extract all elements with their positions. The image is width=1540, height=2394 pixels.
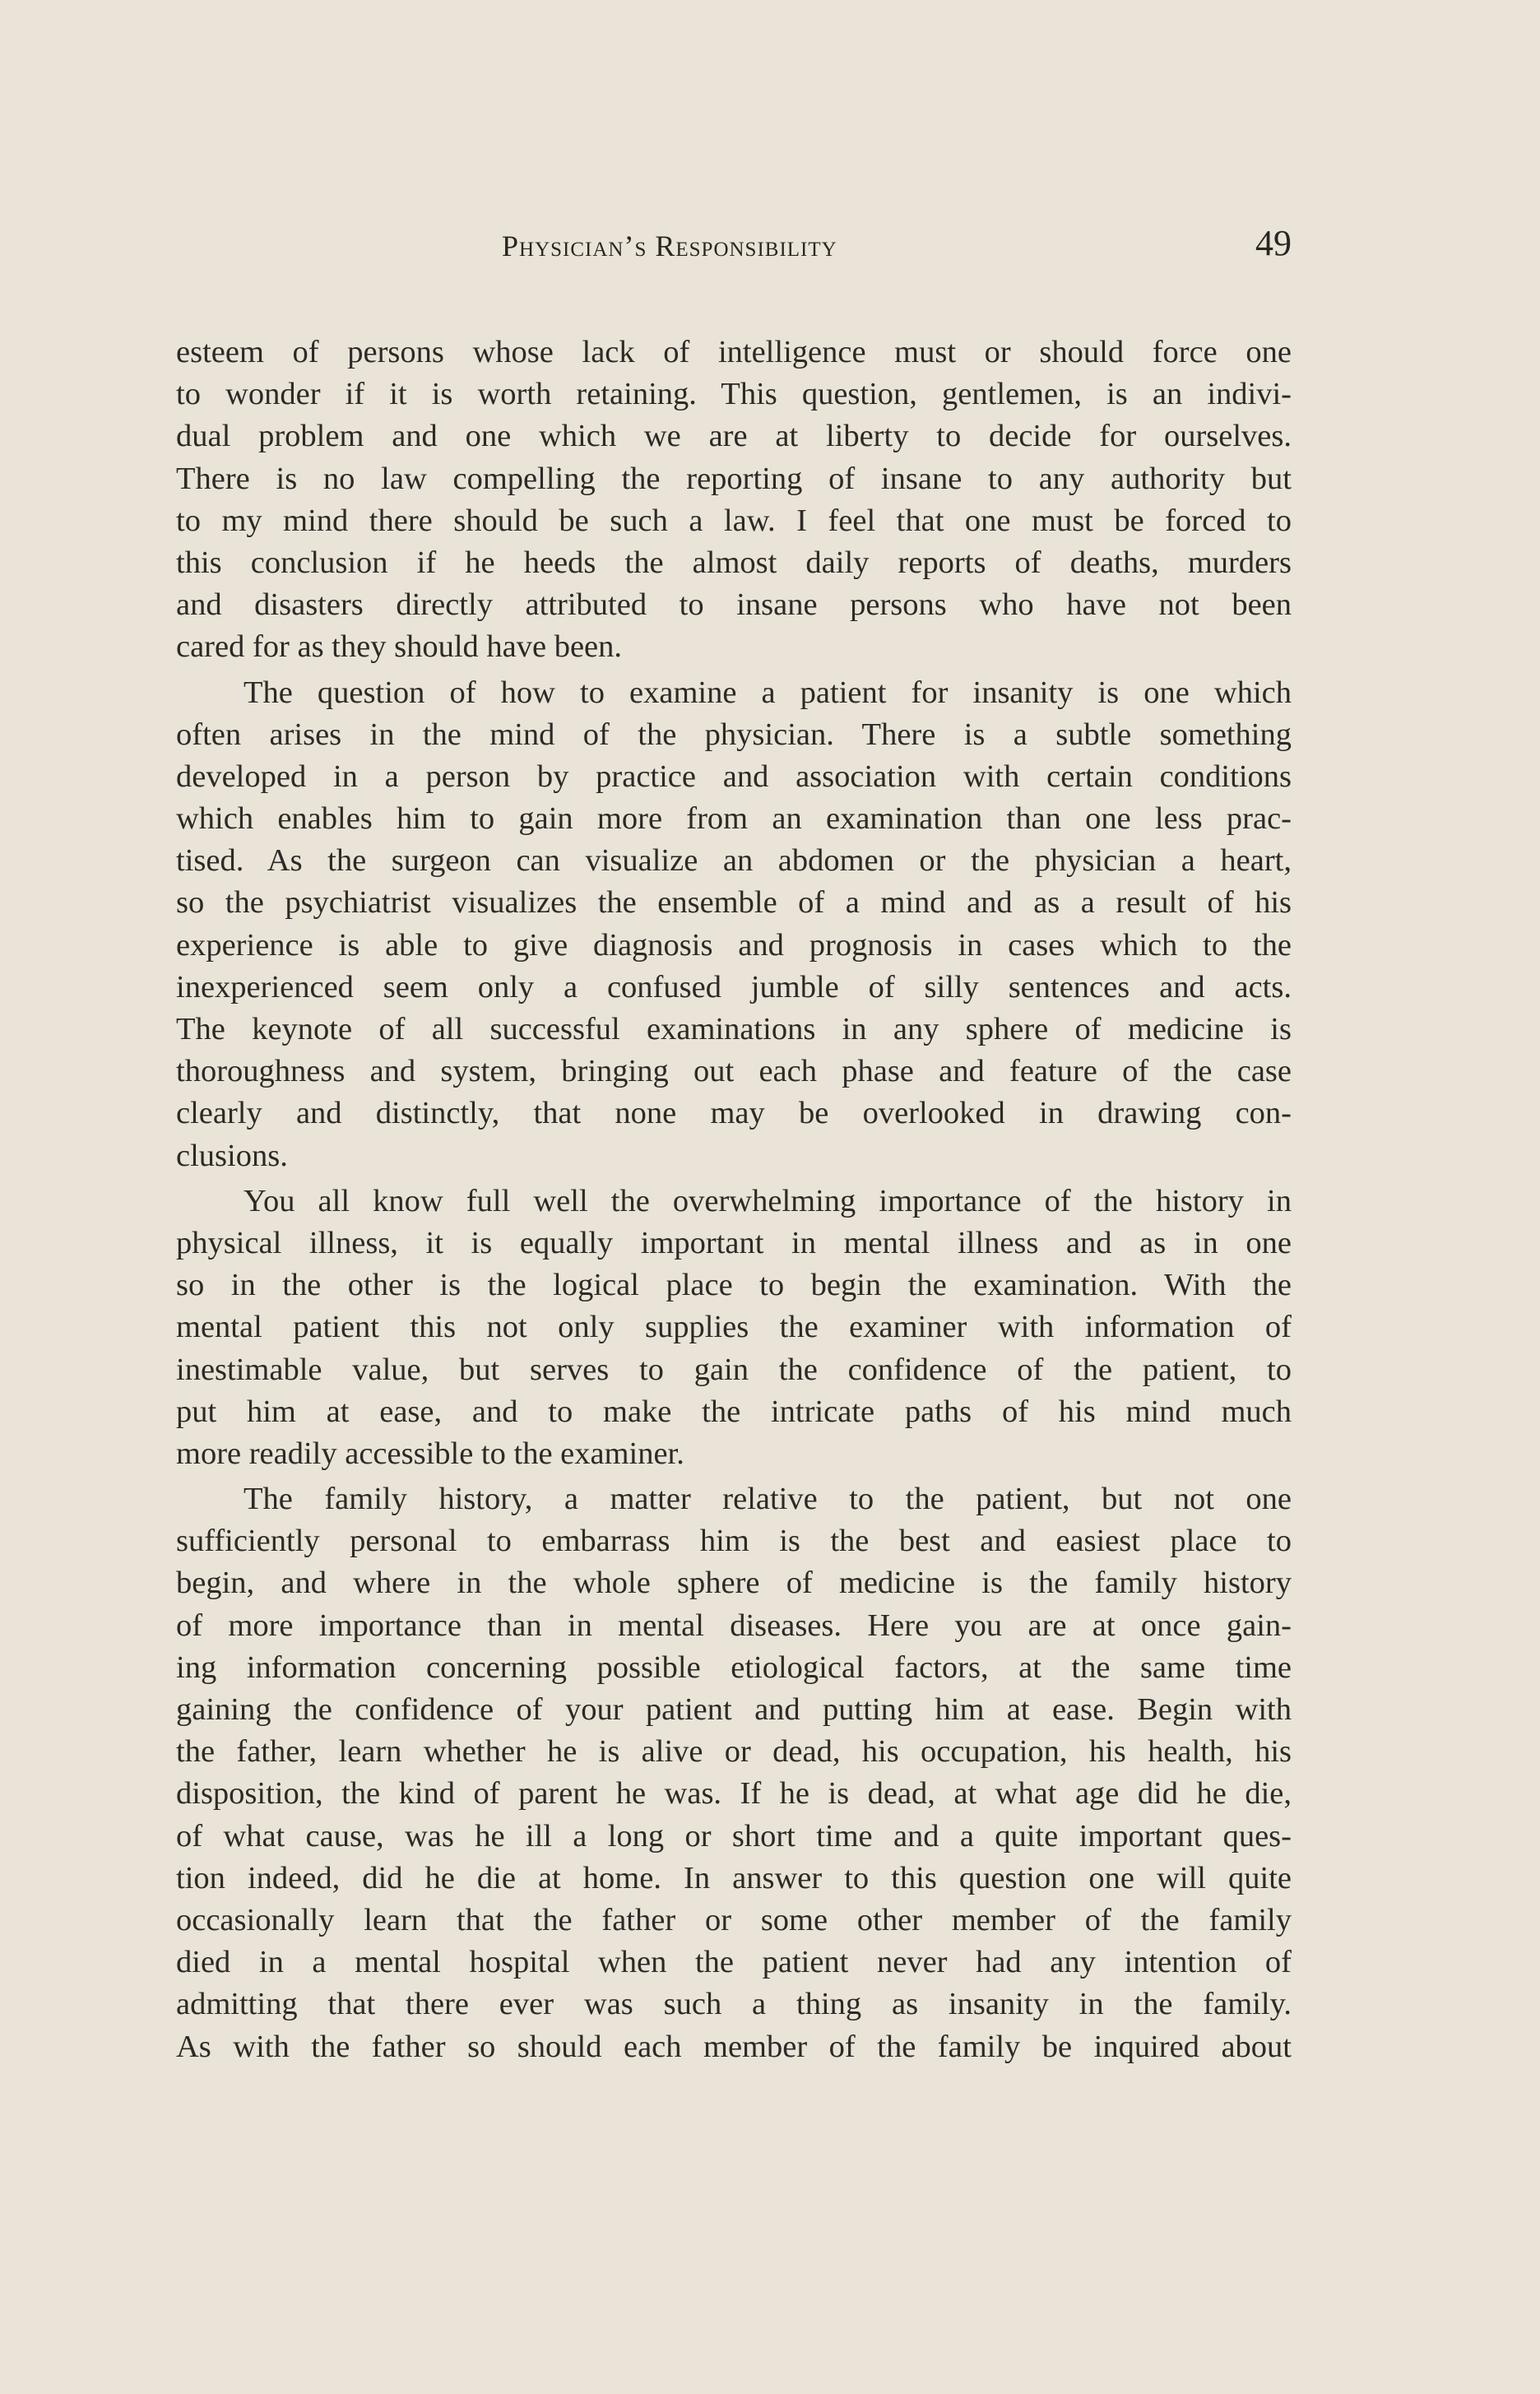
text-line: The family history, a matter relative to the patient, but not one: [244, 1482, 1292, 1517]
text-line: of more importance than in mental diseases. Here you are at once gain-: [176, 1608, 1292, 1643]
text-line: disposition, the kind of parent he was. If he is dead, at what age did he die,: [176, 1776, 1292, 1812]
text-line: and disasters directly attributed to insane persons who have not been: [176, 587, 1292, 623]
text-line: The keynote of all successful examinations in any sphere of medicine is: [176, 1012, 1292, 1046]
text-line: The question of how to examine a patient for insanity is one which: [244, 675, 1292, 710]
text-line: physical illness, it is equally important in mental illness and as in one: [176, 1225, 1292, 1260]
text-line: so the psychiatrist visualizes the ensemble of a mind and as a result of his: [176, 885, 1292, 921]
page-header: [173, 222, 1292, 280]
text-line: tion indeed, did he die at home. In answer to this question one will quite: [176, 1860, 1292, 1895]
text-line: clearly and distinctly, that none may be overlooked in drawing con-: [176, 1096, 1292, 1131]
text-line: more readily accessible to the examiner.: [176, 1436, 684, 1471]
text-line: tised. As the surgeon can visualize an abdomen or the physician a heart,: [176, 843, 1292, 879]
text-line: to wonder if it is worth retaining. This question, gentlemen, is an indivi-: [176, 377, 1292, 412]
text-line: of what cause, was he ill a long or short time and a quite important ques-: [176, 1818, 1292, 1853]
text-line: so in the other is the logical place to begin the examination. With the: [176, 1268, 1292, 1303]
text-line: put him at ease, and to make the intricate paths of his mind much: [176, 1394, 1292, 1429]
text-line: inestimable value, but serves to gain the confidence of the patient, to: [176, 1352, 1292, 1387]
text-line: cared for as they should have been.: [176, 629, 622, 665]
text-line: dual problem and one which we are at liberty to decide for ourselves.: [176, 419, 1292, 454]
text-line: experience is able to give diagnosis and prognosis in cases which to the: [176, 927, 1292, 963]
text-line: thoroughness and system, bringing out each phase and feature of the case: [176, 1054, 1292, 1089]
body-text: [176, 332, 1292, 2068]
text-line: sufficiently personal to embarrass him is the best and easiest place to: [176, 1524, 1292, 1559]
text-line: inexperienced seem only a confused jumble of silly sentences and acts.: [176, 969, 1292, 1004]
text-line: mental patient this not only supplies the examiner with information of: [176, 1310, 1292, 1345]
paragraph: [176, 1181, 1292, 1475]
text-line: often arises in the mind of the physician. There is a subtle something: [176, 717, 1292, 752]
text-line: begin, and where in the whole sphere of medicine is the family history: [176, 1566, 1292, 1601]
text-line: There is no law compelling the reporting of insane to any authority but: [176, 461, 1292, 496]
text-line: to my mind there should be such a law. I feel that one must be forced to: [176, 503, 1292, 538]
text-line: this conclusion if he heeds the almost daily reports of deaths, murders: [176, 545, 1292, 580]
paragraph: [176, 1478, 1292, 2068]
text-line: admitting that there ever was such a thing as insanity in the family.: [176, 1987, 1292, 2022]
text-line: gaining the confidence of your patient and putting him at ease. Begin with: [176, 1692, 1292, 1727]
text-line: died in a mental hospital when the patient never had any intention of: [176, 1945, 1292, 1980]
text-line: As with the father so should each member of the family be inquired about: [176, 2029, 1292, 2064]
page-number: 49: [1255, 223, 1292, 263]
text-line: the father, learn whether he is alive or dead, his occupation, his health, his: [176, 1734, 1292, 1770]
text-line: esteem of persons whose lack of intelligence must or should force one: [176, 335, 1292, 369]
text-line: occasionally learn that the father or some other member of the family: [176, 1902, 1292, 1937]
text-line: developed in a person by practice and association with certain conditions: [176, 759, 1292, 794]
text-line: clusions.: [176, 1138, 288, 1173]
paragraph: [176, 332, 1292, 669]
text-line: ing information concerning possible etiological factors, at the same time: [176, 1649, 1292, 1685]
running-head: Physician’s Responsibility: [502, 230, 837, 262]
text-line: which enables him to gain more from an examination than one less prac-: [176, 801, 1292, 837]
text-line: You all know full well the overwhelming importance of the history in: [244, 1183, 1292, 1218]
paragraph: [176, 672, 1292, 1177]
